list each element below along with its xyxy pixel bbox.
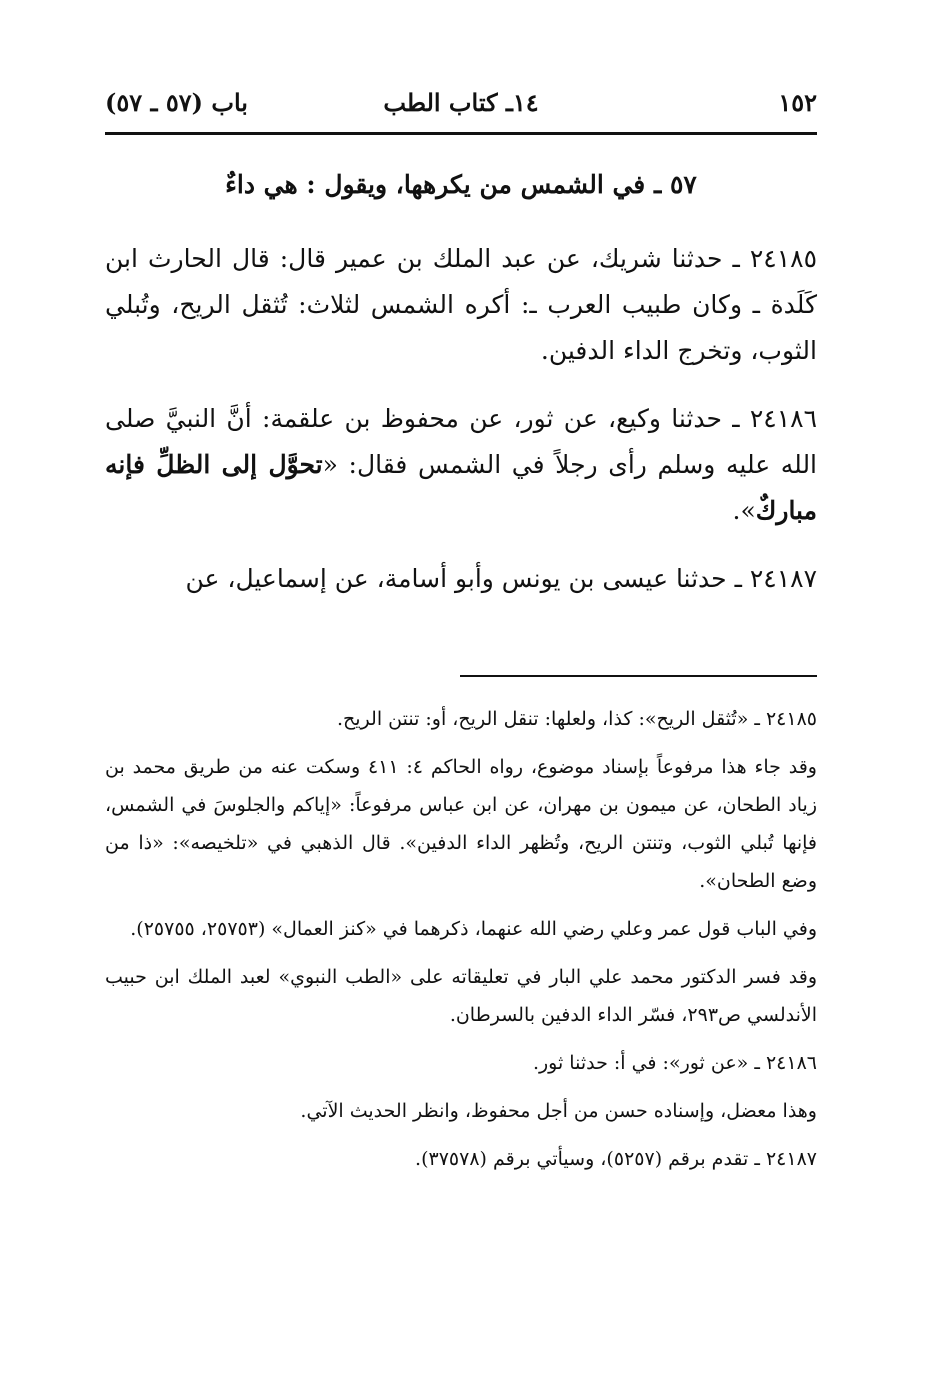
footnotes xyxy=(105,700,817,1188)
hadith-text: ٢٤١٨٦ ـ حدثنا وكيع، عن ثور، عن محفوظ بن علقمة: أنَّ النبيَّ صلى الله عليه وسلم رأى رجلاً في الشمس فقال: « xyxy=(105,404,818,479)
hadith-quote: تحوَّل إلى الظلِّ فإنه مباركٌ xyxy=(105,450,817,525)
main-text xyxy=(105,236,817,624)
footnote: وقد جاء هذا مرفوعاً بإسناد موضوع، رواه الحاكم ٤: ٤١١ وسكت عنه من طريق محمد بن زياد الطحان، عن ميمون بن مهران، عن ابن عباس مرفوعاً: «إياكم والجلوسَ في الشمس، فإنها تُبلي الثوب، وتنتن الريح، وتُظهر الداء الدفين». قال الذهبي في «تلخيصه»: «ذا من وضع الطحان». xyxy=(105,756,817,892)
hadith-text: ٢٤١٨٧ ـ حدثنا عيسى بن يونس وأبو أسامة، عن إسماعيل، عن xyxy=(185,564,817,593)
hadith-quote-end: ». xyxy=(732,496,756,525)
footnote: وهذا معضل، وإسناده حسن من أجل محفوظ، وانظر الحديث الآتي. xyxy=(300,1100,817,1122)
hadith-24186 xyxy=(105,396,817,534)
footnote: وقد فسر الدكتور محمد علي البار في تعليقاته على «الطب النبوي» لعبد الملك ابن حبيب الأندلسي ص٢٩٣، فسّر الداء الدفين بالسرطان. xyxy=(105,966,817,1026)
page-number: ١٥٢ xyxy=(778,88,817,117)
hadith-24185 xyxy=(105,236,817,374)
hadith-text: ٢٤١٨٥ ـ حدثنا شريك، عن عبد الملك بن عمير قال: قال الحارث ابن كَلَدة ـ وكان طبيب العرب ـ: أكره الشمس لثلاث: تُثقل الريح، وتُبلي الثوب، وتخرج الداء الدفين. xyxy=(105,244,817,365)
header-rule xyxy=(105,132,817,135)
footnote: ٢٤١٨٦ ـ «عن ثور»: في أ: حدثنا ثور. xyxy=(532,1052,817,1074)
chapter-range: باب (٥٧ ـ ٥٧) xyxy=(105,88,248,117)
chapter-title: ٥٧ ـ في الشمس من يكرهها، ويقول : هي داءٌ xyxy=(225,170,697,199)
footnote: ٢٤١٨٥ ـ «تُثقل الريح»: كذا، ولعلها: تنقل الريح، أو: تنتن الريح. xyxy=(336,708,817,730)
footnote-rule xyxy=(460,675,817,677)
running-head xyxy=(105,88,817,130)
hadith-24187 xyxy=(105,556,817,602)
footnote: وفي الباب قول عمر وعلي رضي الله عنهما، ذكرهما في «كنز العمال» (٢٥٧٥٣، ٢٥٧٥٥). xyxy=(130,918,817,940)
footnote: ٢٤١٨٧ ـ تقدم برقم (٥٢٥٧)، وسيأتي برقم (٣٧٥٧٨). xyxy=(415,1148,817,1170)
book-title: ١٤ـ كتاب الطب xyxy=(383,88,539,117)
